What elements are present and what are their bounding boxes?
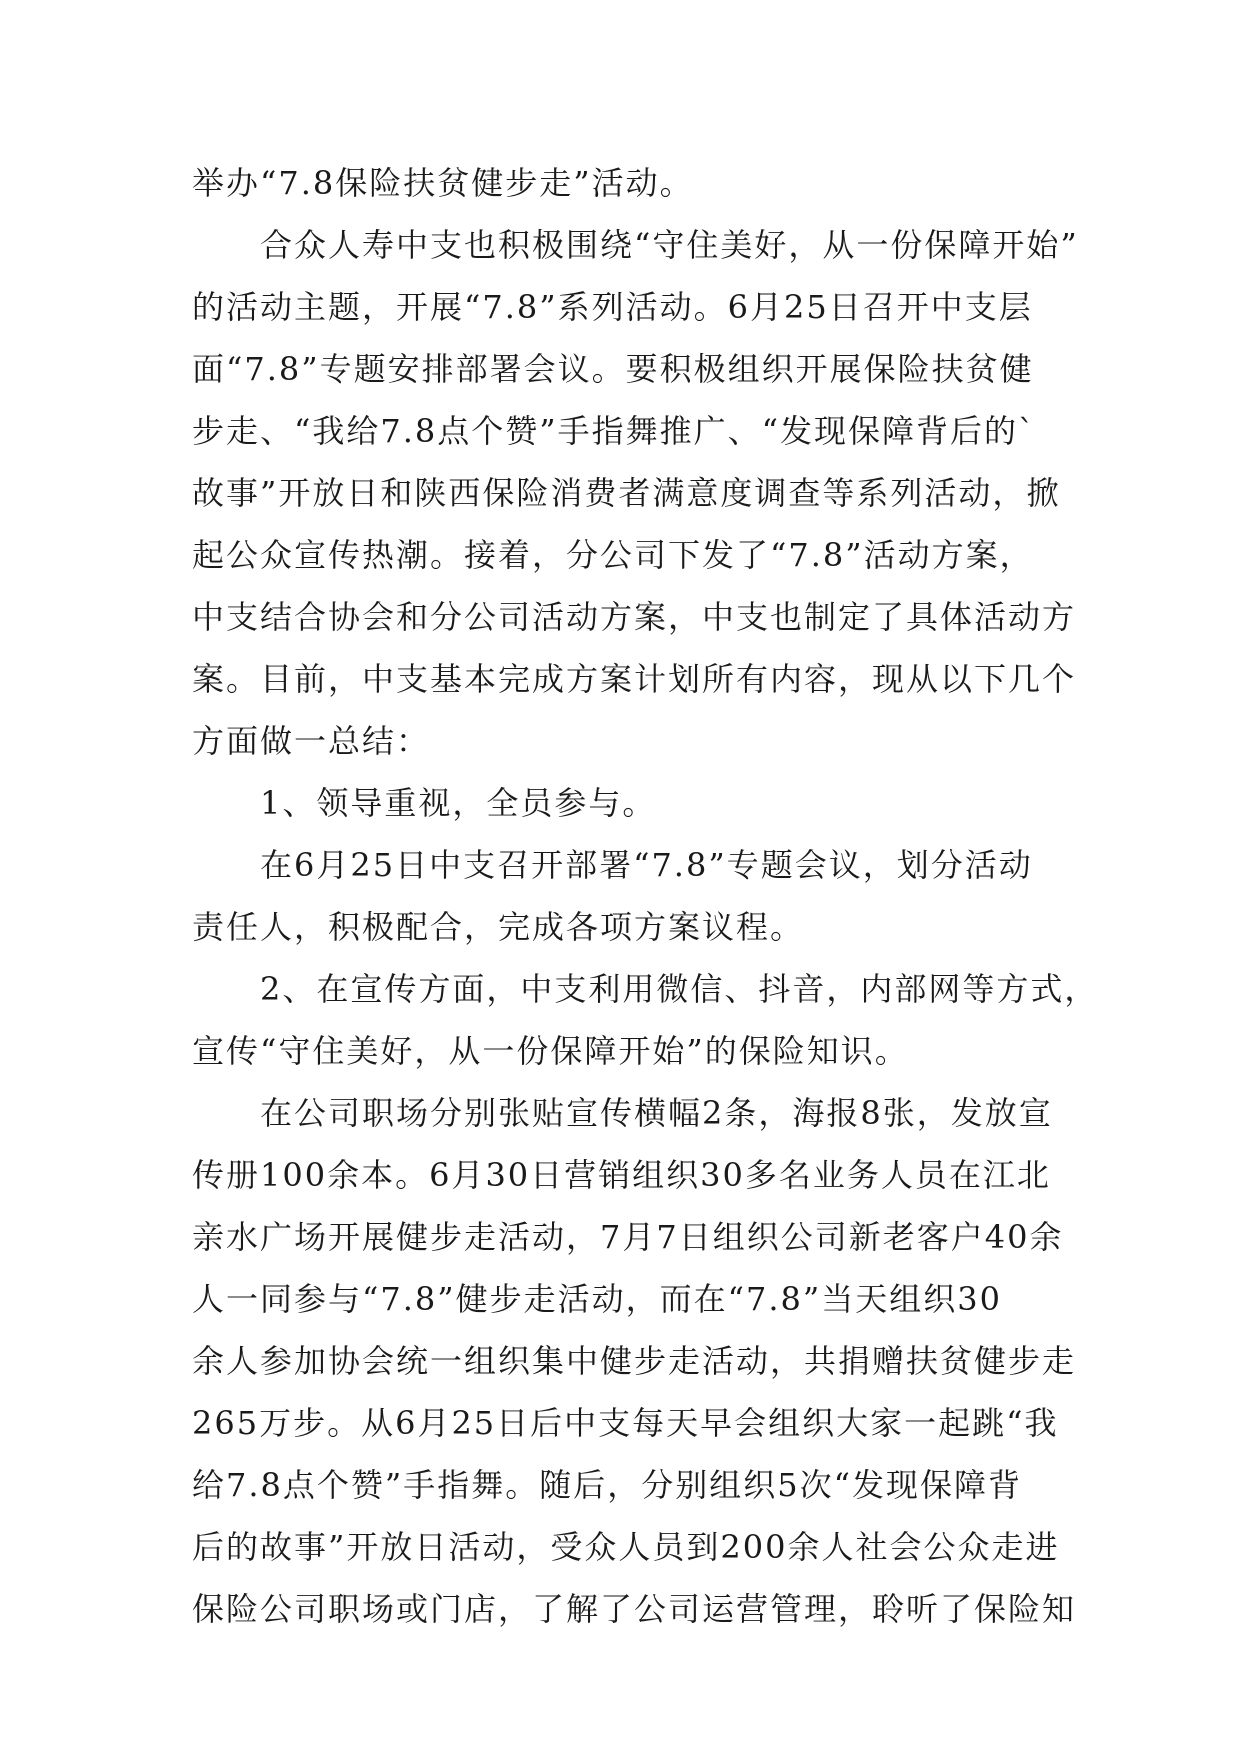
text-line: 案。目前，中支基本完成方案计划所有内容，现从以下几个 — [192, 660, 1077, 698]
text-line: 步走、“我给7.8点个赞”手指舞推广、“发现保障背后的` — [192, 412, 1036, 450]
text-line: 265万步。从6月25日后中支每天早会组织大家一起跳“我 — [192, 1404, 1059, 1442]
text-line: 给7.8点个赞”手指舞。随后，分别组织5次“发现保障背 — [192, 1466, 1022, 1504]
text-line: 面“7.8”专题安排部署会议。要积极组织开展保险扶贫健 — [192, 350, 1034, 388]
text-line: 的活动主题，开展“7.8”系列活动。6月25日召开中支层 — [192, 288, 1033, 326]
text-line: 后的故事”开放日活动，受众人员到200余人社会公众走进 — [192, 1528, 1060, 1566]
text-line: 合众人寿中支也积极围绕“守住美好，从一份保障开始” — [192, 226, 1079, 264]
text-line: 起公众宣传热潮。接着，分公司下发了“7.8”活动方案， — [192, 536, 1034, 574]
text-line: 在6月25日中支召开部署“7.8”专题会议，划分活动 — [192, 846, 1033, 884]
text-line: 故事”开放日和陕西保险消费者满意度调查等系列活动，掀 — [192, 474, 1061, 512]
text-line: 举办“7.8保险扶贫健步走”活动。 — [192, 164, 694, 202]
text-line: 方面做一总结： — [192, 722, 431, 760]
text-line: 中支结合协会和分公司活动方案，中支也制定了具体活动方 — [192, 598, 1077, 636]
text-line: 宣传“守住美好，从一份保障开始”的保险知识。 — [192, 1032, 909, 1070]
text-line: 亲水广场开展健步走活动，7月7日组织公司新老客户40余 — [192, 1218, 1064, 1256]
text-line: 余人参加协会统一组织集中健步走活动，共捐赠扶贫健步走 — [192, 1342, 1077, 1380]
text-line: 传册100余本。6月30日营销组织30多名业务人员在江北 — [192, 1156, 1051, 1194]
section-heading: 1、领导重视，全员参与。 — [192, 784, 657, 822]
section-heading: 2、在宣传方面，中支利用微信、抖音，内部网等方式， — [192, 970, 1099, 1008]
text-line: 保险公司职场或门店，了解了公司运营管理，聆听了保险知 — [192, 1590, 1077, 1628]
text-line: 人一同参与“7.8”健步走活动，而在“7.8”当天组织30 — [192, 1280, 1002, 1318]
document-body — [192, 152, 1099, 1640]
text-line: 在公司职场分别张贴宣传横幅2条，海报8张，发放宣 — [192, 1094, 1053, 1132]
text-line: 责任人，积极配合，完成各项方案议程。 — [192, 908, 805, 946]
